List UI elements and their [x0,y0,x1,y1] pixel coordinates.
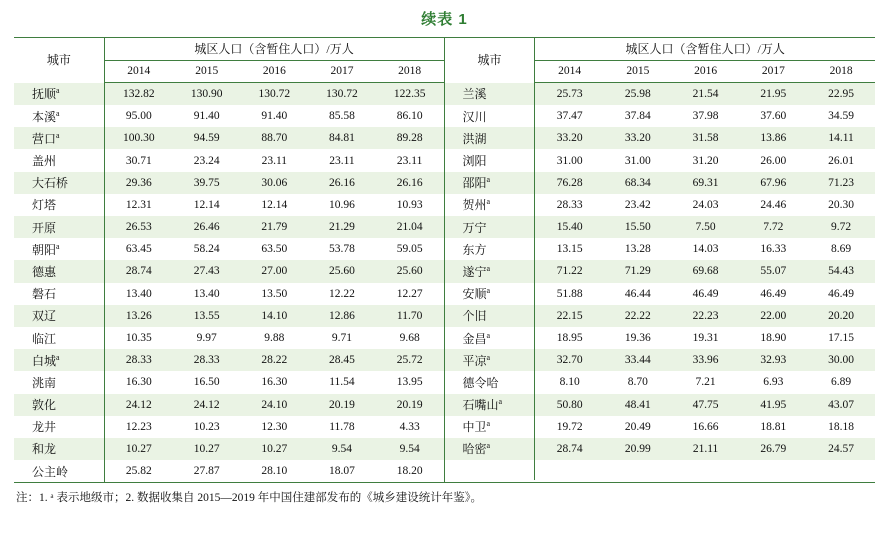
cell-population-2014: 10.27 [104,438,173,460]
cell-population-2018: 10.93 [396,198,423,211]
table-head-left [14,38,444,83]
prefecture-level-marker: a [56,352,60,362]
cell-city: 个旧 [445,305,535,327]
cell-population-2014: 132.82 [104,83,173,105]
cell-population-2015: 8.70 [627,376,648,389]
prefecture-level-marker: a [56,130,60,140]
cell-population-2015: 20.99 [604,438,672,460]
cell-city: 朝阳$^a$ [14,238,104,260]
table-row [445,105,876,127]
column-header-group: 城区人口（含暂住人口）/万人 [104,38,443,61]
table-row [445,438,876,460]
cell-city: 东方 [445,238,535,260]
cell-population-2018: 20.19 [376,394,444,416]
cell-city: 中卫$^a$ [445,416,535,438]
data-table-left [14,38,444,482]
cell-population-2015: 91.40 [193,110,220,123]
cell-population-2018: 122.35 [376,83,444,105]
cell-population-2016: 28.22 [241,349,309,371]
table-row [14,238,444,260]
cell-population-2016: 24.03 [692,198,719,211]
cell-city: 白城$^a$ [14,349,104,371]
table-row [445,394,876,416]
table-row [14,394,444,416]
table-row [445,371,876,393]
cell-population-2015: 27.87 [193,465,220,478]
cell-population-2016: 10.27 [241,438,309,460]
cell-population-2014: 19.72 [556,420,583,433]
cell-population-2016: 88.70 [241,127,309,149]
cell-population-2017: 46.49 [760,287,787,300]
column-header-year-2016: 2016 [241,61,309,83]
cell-population-2016: 130.72 [241,83,309,105]
cell-population-2018: 20.30 [828,198,855,211]
cell-city: 龙井 [14,416,104,438]
cell-city: 安顺$^a$ [445,283,535,305]
cell-population-2017: 18.07 [329,465,355,478]
prefecture-level-marker: a [56,241,60,251]
page-title: 续表 1 [421,11,468,28]
cell-empty [739,460,807,480]
cell-city: 磐石 [14,283,104,305]
cell-population-2017: 12.22 [329,287,355,300]
cell-population-2017: 16.33 [760,243,787,256]
cell-population-2017: 23.11 [329,154,355,167]
cell-population-2014: 16.30 [125,376,152,389]
cell-population-2017: 12.86 [308,305,376,327]
table-row [14,149,444,171]
cell-population-2016: 31.58 [672,127,740,149]
cell-population-2014: 71.22 [535,260,604,282]
cell-city: 金昌$^a$ [445,327,535,349]
cell-empty [807,460,875,480]
cell-city: 洮南 [14,371,104,393]
cell-population-2018: 9.72 [807,216,875,238]
column-header-year-2014: 2014 [535,61,604,83]
cell-population-2018: 46.49 [828,287,855,300]
cell-population-2018: 6.89 [831,376,852,389]
cell-population-2016: 7.21 [695,376,716,389]
column-header-year-2017: 2017 [739,61,807,83]
cell-city: 和龙 [14,438,104,460]
prefecture-level-marker: a [498,397,503,407]
cell-city: 哈密$^a$ [445,438,535,460]
cell-population-2016: 24.10 [241,394,309,416]
cell-population-2014: 13.26 [104,305,173,327]
cell-population-2018: 25.60 [376,260,444,282]
column-header-city: 城市 [445,38,535,83]
table-row [445,283,876,305]
column-header-group: 城区人口（含暂住人口）/万人 [535,38,875,61]
table-row [14,83,444,105]
cell-population-2017: 53.78 [329,243,355,256]
cell-population-2017: 25.60 [308,260,376,282]
table-half-right [445,38,876,482]
cell-city: 抚顺$^a$ [14,83,104,105]
cell-population-2018: 14.11 [807,127,875,149]
cell-city: 敦化 [14,394,104,416]
cell-population-2016: 16.30 [261,376,288,389]
cell-population-2015: 58.24 [193,243,220,256]
cell-city: 盖州 [14,149,104,171]
cell-population-2018: 8.69 [831,243,852,256]
cell-population-2016: 14.10 [241,305,309,327]
cell-population-2017: 26.00 [760,154,787,167]
cell-population-2018: 25.72 [376,349,444,371]
cell-population-2015: 16.50 [193,376,220,389]
column-header-city: 城市 [14,38,104,83]
cell-population-2016: 16.66 [692,420,719,433]
cell-population-2014: 31.00 [556,154,583,167]
cell-population-2014: 29.36 [104,172,173,194]
column-header-year-2016: 2016 [672,61,740,83]
prefecture-level-marker: a [486,441,491,451]
cell-population-2017: 21.29 [308,216,376,238]
cell-city: 双辽 [14,305,104,327]
cell-population-2018: 13.95 [396,376,423,389]
cell-population-2018: 21.04 [376,216,444,238]
cell-population-2017: 26.16 [308,172,376,194]
cell-population-2014: 8.10 [559,376,580,389]
cell-population-2015: 33.20 [604,127,672,149]
cell-population-2015: 27.43 [173,260,241,282]
cell-population-2018: 23.11 [396,154,423,167]
cell-population-2016: 21.54 [672,83,740,105]
cell-population-2018: 26.01 [828,154,855,167]
cell-population-2018: 9.68 [399,332,420,345]
cell-city: 兰溪 [445,83,535,105]
table-row [14,260,444,282]
cell-population-2014: 25.82 [125,465,152,478]
cell-population-2016: 21.11 [672,438,740,460]
cell-population-2016: 33.96 [672,349,740,371]
cell-population-2015: 10.27 [173,438,241,460]
cell-population-2016: 7.50 [672,216,740,238]
cell-population-2014: 24.12 [104,394,173,416]
table-row [14,283,444,305]
table-body-left [14,83,444,482]
cell-population-2017: 41.95 [739,394,807,416]
cell-population-2014: 10.35 [125,332,152,345]
cell-population-2014: 28.74 [535,438,604,460]
table-row [445,327,876,349]
cell-city: 大石桥 [14,172,104,194]
cell-population-2015: 39.75 [173,172,241,194]
table-row [14,194,444,216]
table-row [14,216,444,238]
cell-population-2016: 13.50 [261,287,288,300]
cell-city: 浏阳 [445,149,535,171]
cell-population-2017: 24.46 [760,198,787,211]
cell-population-2014: 18.95 [556,332,583,345]
table-head-right [445,38,876,83]
cell-population-2017: 67.96 [739,172,807,194]
cell-city: 德惠 [14,260,104,282]
cell-population-2015: 19.36 [624,332,651,345]
prefecture-level-marker: a [486,263,491,273]
cell-population-2018: 26.16 [376,172,444,194]
cell-population-2017: 22.00 [739,305,807,327]
cell-population-2016: 19.31 [692,332,719,345]
cell-population-2015: 24.12 [173,394,241,416]
cell-city: 公主岭 [14,460,104,482]
table-row [14,327,444,349]
cell-population-2018: 54.43 [807,260,875,282]
cell-city: 营口$^a$ [14,127,104,149]
cell-population-2016: 12.30 [261,420,288,433]
cell-population-2017: 7.72 [739,216,807,238]
column-header-year-2018: 2018 [376,61,444,83]
cell-population-2015: 13.28 [624,243,651,256]
cell-population-2018: 43.07 [807,394,875,416]
cell-population-2018: 11.70 [376,305,444,327]
table-row [14,172,444,194]
cell-population-2015: 46.44 [624,287,651,300]
table-row [445,238,876,260]
cell-empty [445,460,535,480]
cell-population-2014: 13.15 [556,243,583,256]
cell-population-2014: 15.40 [535,216,604,238]
table-body-right [445,83,876,480]
cell-population-2015: 68.34 [604,172,672,194]
cell-empty [535,460,604,480]
table-row-empty [445,460,876,480]
cell-population-2017: 11.54 [329,376,355,389]
cell-population-2015: 23.42 [624,198,651,211]
column-header-year-2015: 2015 [604,61,672,83]
cell-population-2017: 55.07 [739,260,807,282]
table-row [445,216,876,238]
cell-population-2017: 9.54 [308,438,376,460]
cell-population-2018: 12.27 [396,287,423,300]
cell-population-2018: 34.59 [828,110,855,123]
prefecture-level-marker: a [486,352,491,362]
cell-city: 开原 [14,216,104,238]
table-row [445,149,876,171]
cell-city: 德令哈 [445,371,535,393]
cell-population-2018: 20.20 [807,305,875,327]
cell-population-2015: 9.97 [196,332,217,345]
cell-city: 贺州$^a$ [445,194,535,216]
cell-population-2018: 9.54 [376,438,444,460]
table-row [14,460,444,482]
cell-population-2016: 28.10 [261,465,288,478]
cell-empty [604,460,672,480]
cell-population-2014: 30.71 [125,154,152,167]
cell-population-2017: 11.78 [329,420,355,433]
cell-population-2017: 10.96 [329,198,355,211]
cell-population-2017: 18.90 [760,332,787,345]
cell-population-2018: 17.15 [828,332,855,345]
cell-population-2015: 12.14 [193,198,220,211]
cell-city: 灯塔 [14,194,104,216]
cell-population-2016: 47.75 [672,394,740,416]
cell-population-2018: 86.10 [396,110,423,123]
cell-population-2018: 18.18 [828,420,855,433]
cell-population-2014: 28.33 [104,349,173,371]
table-row [14,127,444,149]
cell-population-2014: 12.23 [125,420,152,433]
cell-population-2018: 71.23 [807,172,875,194]
cell-city: 汉川 [445,105,535,127]
prefecture-level-marker: a [486,330,491,340]
cell-city: 本溪$^a$ [14,105,104,127]
table-row [14,371,444,393]
cell-population-2017: 21.95 [739,83,807,105]
cell-population-2015: 23.24 [193,154,220,167]
cell-population-2015: 130.90 [173,83,241,105]
table-row [445,194,876,216]
column-header-year-2017: 2017 [308,61,376,83]
table-footnote: 注：1. ᵃ 表示地级市；2. 数据收集自 2015—2019 年中国住建部发布的《城乡建设统计年鉴》。 [16,492,483,505]
cell-population-2017: 84.81 [308,127,376,149]
cell-population-2014: 26.53 [104,216,173,238]
cell-population-2014: 25.73 [535,83,604,105]
table-row [445,260,876,282]
cell-empty [672,460,740,480]
cell-population-2017: 32.93 [739,349,807,371]
cell-city: 平凉$^a$ [445,349,535,371]
cell-population-2015: 48.41 [604,394,672,416]
cell-population-2017: 20.19 [308,394,376,416]
cell-population-2014: 28.74 [104,260,173,282]
cell-city: 石嘴山$^a$ [445,394,535,416]
cell-population-2016: 69.31 [672,172,740,194]
cell-population-2015: 94.59 [173,127,241,149]
cell-population-2015: 20.49 [624,420,651,433]
cell-population-2014: 37.47 [556,110,583,123]
cell-population-2017: 13.86 [739,127,807,149]
table-row [445,127,876,149]
table-row [14,305,444,327]
cell-population-2015: 10.23 [193,420,220,433]
cell-population-2017: 6.93 [763,376,784,389]
cell-population-2016: 27.00 [241,260,309,282]
prefecture-level-marker: a [56,108,60,118]
cell-population-2015: 25.98 [604,83,672,105]
prefecture-level-marker: a [486,286,491,296]
table-row [14,438,444,460]
header-row-top-left [14,38,444,61]
cell-population-2018: 30.00 [807,349,875,371]
cell-population-2015: 33.44 [604,349,672,371]
cell-population-2017: 18.81 [760,420,787,433]
cell-population-2016: 31.20 [692,154,719,167]
cell-population-2014: 13.40 [125,287,152,300]
table-row [445,172,876,194]
cell-population-2016: 30.06 [241,172,309,194]
table-half-left [14,38,445,482]
cell-population-2017: 28.45 [308,349,376,371]
cell-population-2014: 28.33 [556,198,583,211]
table-row [445,416,876,438]
cell-city: 邵阳$^a$ [445,172,535,194]
cell-population-2014: 22.15 [535,305,604,327]
cell-population-2014: 51.88 [556,287,583,300]
cell-population-2018: 24.57 [807,438,875,460]
cell-population-2014: 95.00 [125,110,152,123]
cell-city: 万宁 [445,216,535,238]
cell-population-2015: 71.29 [604,260,672,282]
cell-population-2014: 76.28 [535,172,604,194]
cell-population-2016: 9.88 [264,332,285,345]
cell-population-2015: 26.46 [173,216,241,238]
cell-population-2017: 9.71 [331,332,352,345]
continued-table [14,37,875,483]
cell-population-2018: 89.28 [376,127,444,149]
cell-population-2016: 12.14 [261,198,288,211]
cell-population-2014: 12.31 [125,198,152,211]
cell-city: 洪湖 [445,127,535,149]
cell-population-2015: 15.50 [604,216,672,238]
cell-population-2017: 26.79 [739,438,807,460]
cell-population-2015: 13.55 [173,305,241,327]
cell-population-2016: 37.98 [692,110,719,123]
cell-population-2018: 59.05 [396,243,423,256]
table-row [445,349,876,371]
cell-population-2016: 23.11 [261,154,288,167]
prefecture-level-marker: a [486,175,491,185]
table-row [14,416,444,438]
cell-population-2018: 22.95 [807,83,875,105]
cell-population-2014: 33.20 [535,127,604,149]
cell-population-2017: 85.58 [329,110,355,123]
column-header-year-2018: 2018 [807,61,875,83]
cell-city: 遂宁$^a$ [445,260,535,282]
cell-population-2016: 91.40 [261,110,288,123]
cell-population-2017: 37.60 [760,110,787,123]
cell-population-2015: 13.40 [193,287,220,300]
cell-population-2015: 28.33 [173,349,241,371]
cell-population-2018: 18.20 [396,465,423,478]
cell-population-2014: 50.80 [535,394,604,416]
column-header-year-2014: 2014 [104,61,173,83]
data-table-right [445,38,876,480]
column-header-year-2015: 2015 [173,61,241,83]
cell-population-2015: 31.00 [624,154,651,167]
prefecture-level-marker: a [486,419,491,429]
cell-city: 临江 [14,327,104,349]
cell-population-2018: 4.33 [399,420,420,433]
cell-population-2017: 130.72 [308,83,376,105]
cell-population-2014: 100.30 [104,127,173,149]
prefecture-level-marker: a [486,197,491,207]
cell-population-2016: 21.79 [241,216,309,238]
cell-population-2015: 37.84 [624,110,651,123]
table-row [445,305,876,327]
table-row [14,105,444,127]
prefecture-level-marker: a [56,86,60,96]
header-row-top-right [445,38,876,61]
cell-population-2016: 46.49 [692,287,719,300]
cell-population-2016: 14.03 [692,243,719,256]
cell-population-2016: 63.50 [261,243,288,256]
cell-population-2014: 32.70 [535,349,604,371]
cell-population-2014: 63.45 [125,243,152,256]
cell-population-2015: 22.22 [604,305,672,327]
table-row [445,83,876,105]
cell-population-2016: 22.23 [672,305,740,327]
table-row [14,349,444,371]
cell-population-2016: 69.68 [672,260,740,282]
